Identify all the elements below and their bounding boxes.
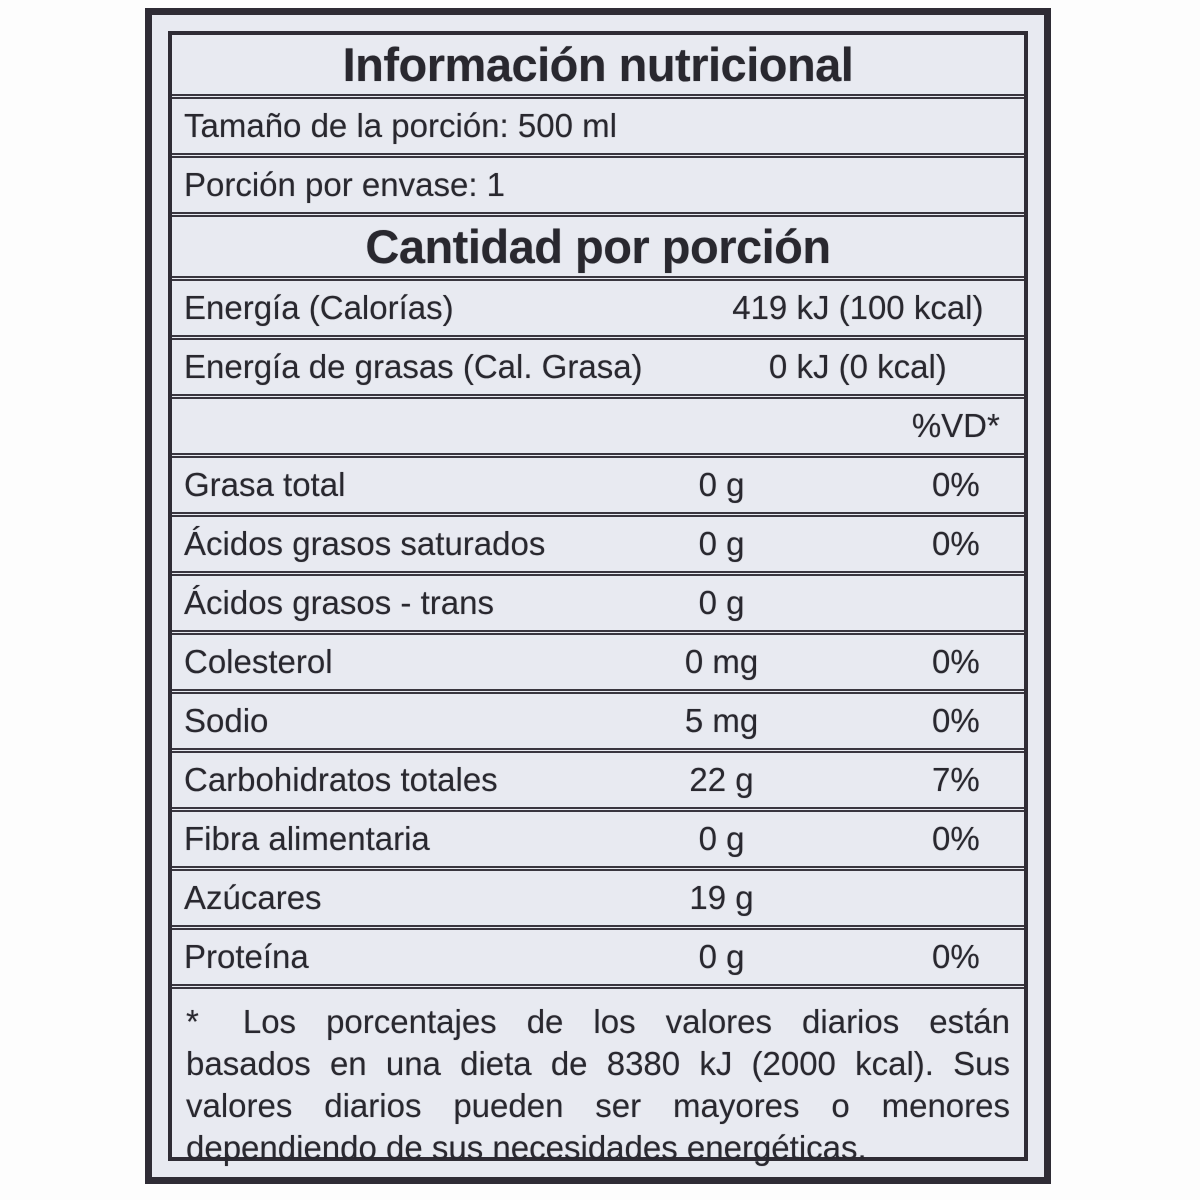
row-tamano-porcion: [172, 99, 1024, 158]
section-title: Cantidad por porción: [365, 220, 831, 273]
nutrient-name: Fibra alimentaria: [184, 820, 430, 857]
energy-value: 0 kJ (0 kcal): [768, 348, 947, 385]
nutrient-daily-value: 0%: [931, 820, 980, 857]
nutrient-name: Proteína: [184, 938, 309, 975]
row-proteina: [172, 930, 1024, 989]
section-title: Información nutricional: [342, 38, 854, 91]
row-energia-calorias: [172, 281, 1024, 340]
nutrient-amount: 22 g: [689, 761, 754, 798]
footnote-asterisk: *: [186, 1003, 199, 1040]
nutrient-name: Ácidos grasos - trans: [184, 584, 494, 621]
nutrient-name: Azúcares: [184, 879, 322, 916]
row-porcion-envase: [172, 158, 1024, 217]
nutrition-facts-label: [145, 8, 1051, 1184]
daily-value-footnote: [172, 989, 1024, 1169]
nutrient-amount: 0 g: [698, 525, 745, 562]
nutrition-table: [168, 31, 1028, 1166]
nutrient-amount: 19 g: [689, 879, 754, 916]
nutrient-name: Grasa total: [184, 466, 346, 503]
row-colesterol: [172, 635, 1024, 694]
energy-value: 419 kJ (100 kcal): [732, 289, 984, 326]
nutrient-daily-value: 7%: [931, 761, 980, 798]
nutrient-amount: 0 g: [698, 938, 745, 975]
serving-info-text: Tamaño de la porción: 500 ml: [184, 107, 617, 144]
nutrient-daily-value: 0%: [931, 938, 980, 975]
row-vd-header: [172, 399, 1024, 458]
row-cantidad-porcion: [172, 217, 1024, 281]
row-carbohidratos-totales: [172, 753, 1024, 812]
nutrient-daily-value: 0%: [931, 702, 980, 739]
row-informacion-nutricional: [172, 35, 1024, 99]
nutrient-amount: 0 g: [698, 466, 745, 503]
nutrient-amount: 0 g: [698, 584, 745, 621]
footnote-text: Los porcentajes de los valores diarios están basados en una dieta de 8380 kJ (2000 kcal). Sus valores diarios pueden ser mayores o menores dependiendo de sus necesidades energéticas.: [186, 1003, 1010, 1166]
nutrient-name: Carbohidratos totales: [184, 761, 498, 798]
row-energia-grasas: [172, 340, 1024, 399]
row-fibra-alimentaria: [172, 812, 1024, 871]
row-acidos-grasos-trans: [172, 576, 1024, 635]
nutrient-name: Energía de grasas (Cal. Grasa): [184, 348, 643, 385]
nutrient-amount: 0 mg: [684, 643, 759, 680]
row-grasa-total: [172, 458, 1024, 517]
nutrient-name: Energía (Calorías): [184, 289, 454, 326]
nutrient-name: Colesterol: [184, 643, 333, 680]
nutrient-daily-value: 0%: [931, 466, 980, 503]
nutrient-name: Sodio: [184, 702, 269, 739]
nutrient-daily-value: 0%: [931, 643, 980, 680]
nutrient-daily-value: 0%: [931, 525, 980, 562]
nutrient-name: Ácidos grasos saturados: [184, 525, 546, 562]
nutrient-amount: 5 mg: [684, 702, 759, 739]
nutrient-amount: 0 g: [698, 820, 745, 857]
row-acidos-grasos-saturados: [172, 517, 1024, 576]
row-azucares: [172, 871, 1024, 930]
row-sodio: [172, 694, 1024, 753]
daily-value-header: %VD*: [911, 407, 1000, 444]
serving-info-text: Porción por envase: 1: [184, 166, 506, 203]
